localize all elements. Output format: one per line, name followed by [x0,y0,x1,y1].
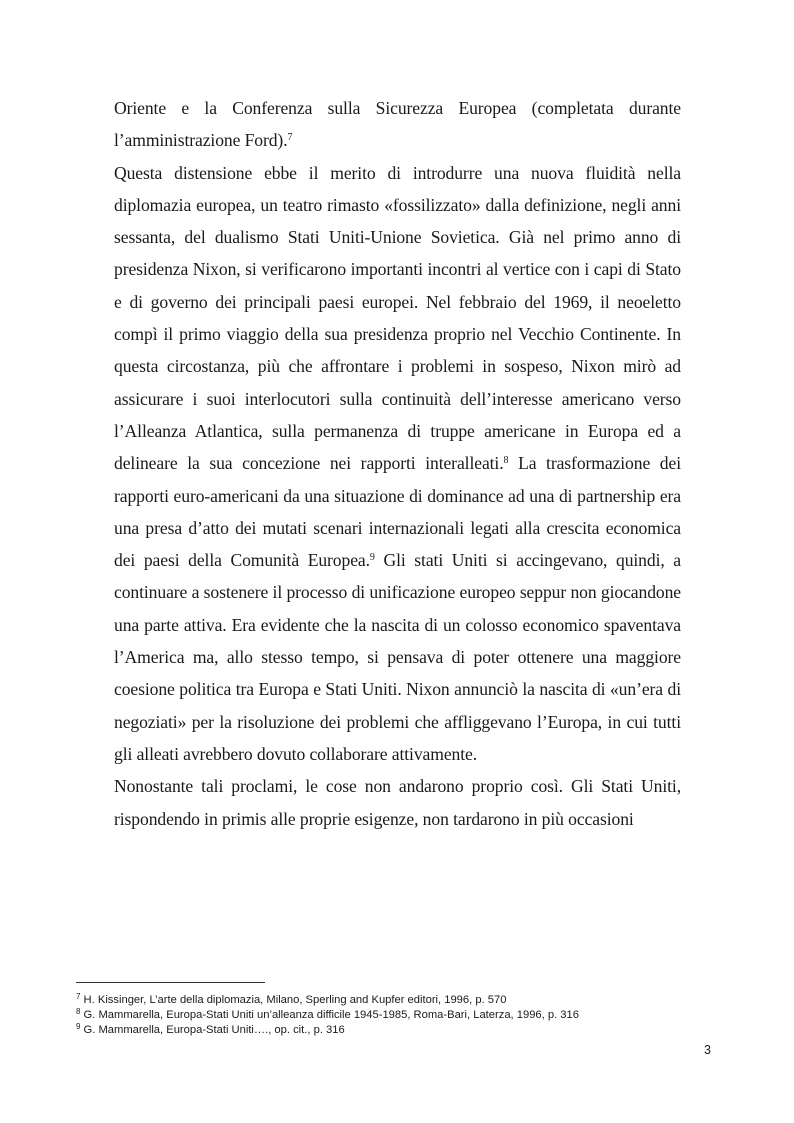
footnotes [76,993,716,1038]
paragraph-2-segment-1: Questa distensione ebbe il merito di introdurre una nuova fluidità nella diplomazia europea, un teatro rimasto «fossilizzato» dalla definizione, negli anni sessanta, del dualismo Stati Uniti-Unione Sovietica. Già nel primo anno di presidenza Nixon, si verificarono importanti incontri al vertice con i capi di Stato e di governo dei principali paesi europei. Nel febbraio del 1969, il neoeletto compì il primo viaggio della sua presidenza proprio nel Vecchio Continente. In questa circostanza, più che affrontare i problemi in sospeso, Nixon mirò ad assicurare i suoi interlocutori sulla continuità dell’interesse americano verso l’Alleanza Atlantica, sulla permanenza di truppe americane in Europa ed a delineare la sua concezione nei rapporti interalleati. [114,162,681,474]
footnote-ref-7[interactable]: 7 [287,132,293,144]
paragraph-1 [114,92,681,157]
footnote-ref-8[interactable]: 8 [503,455,509,467]
footnote-number: 9 [76,1022,81,1031]
page-number: 3 [704,1043,711,1057]
paragraph-3-text: Nonostante tali proclami, le cose non andarono proprio così. Gli Stati Uniti, rispondendo in primis alle proprie esigenze, non tardarono in più occasioni [114,776,681,829]
footnote-number: 8 [76,1007,81,1016]
footnote-text: G. Mammarella, Europa-Stati Uniti…., op. cit., p. 316 [80,1024,345,1036]
footnote-7 [76,993,716,1008]
footnote-number: 7 [76,992,81,1001]
paragraph-2 [114,157,681,771]
footnote-8 [76,1008,716,1023]
footnote-9 [76,1023,716,1038]
footnote-separator [76,982,265,983]
paragraph-3 [114,770,681,835]
paragraph-1-text: Oriente e la Conferenza sulla Sicurezza Europea (completata durante l’amministrazione Ford). [114,98,681,151]
paragraph-2-segment-3: Gli stati Uniti si accingevano, quindi, a continuare a sostenere il processo di unificazione europeo seppur non giocandone una parte attiva. Era evidente che la nascita di un colosso economico spaventava l’America ma, allo stesso tempo, si pensava di poter ottenere una maggiore coesione politica tra Europa e Stati Uniti. Nixon annunciò la nascita di «un’era di negoziati» per la risoluzione dei problemi che affliggevano l’Europa, in cui tutti gli alleati avrebbero dovuto collaborare attivamente. [114,550,682,764]
footnote-text: H. Kissinger, L’arte della diplomazia, Milano, Sperling and Kupfer editori, 1996, p. 570 [80,994,507,1006]
footnote-text: G. Mammarella, Europa-Stati Uniti un’alleanza difficile 1945-1985, Roma-Bari, Laterza, 1996, p. 316 [80,1009,579,1021]
paragraph-2-segment-2: La trasformazione dei rapporti euro-americani da una situazione di dominance ad una di partnership era una presa d’atto dei mutati scenari internazionali legati alla crescita economica dei paesi della Comunità Europea. [114,453,681,571]
footnote-ref-9[interactable]: 9 [369,552,375,564]
main-text [114,92,681,835]
